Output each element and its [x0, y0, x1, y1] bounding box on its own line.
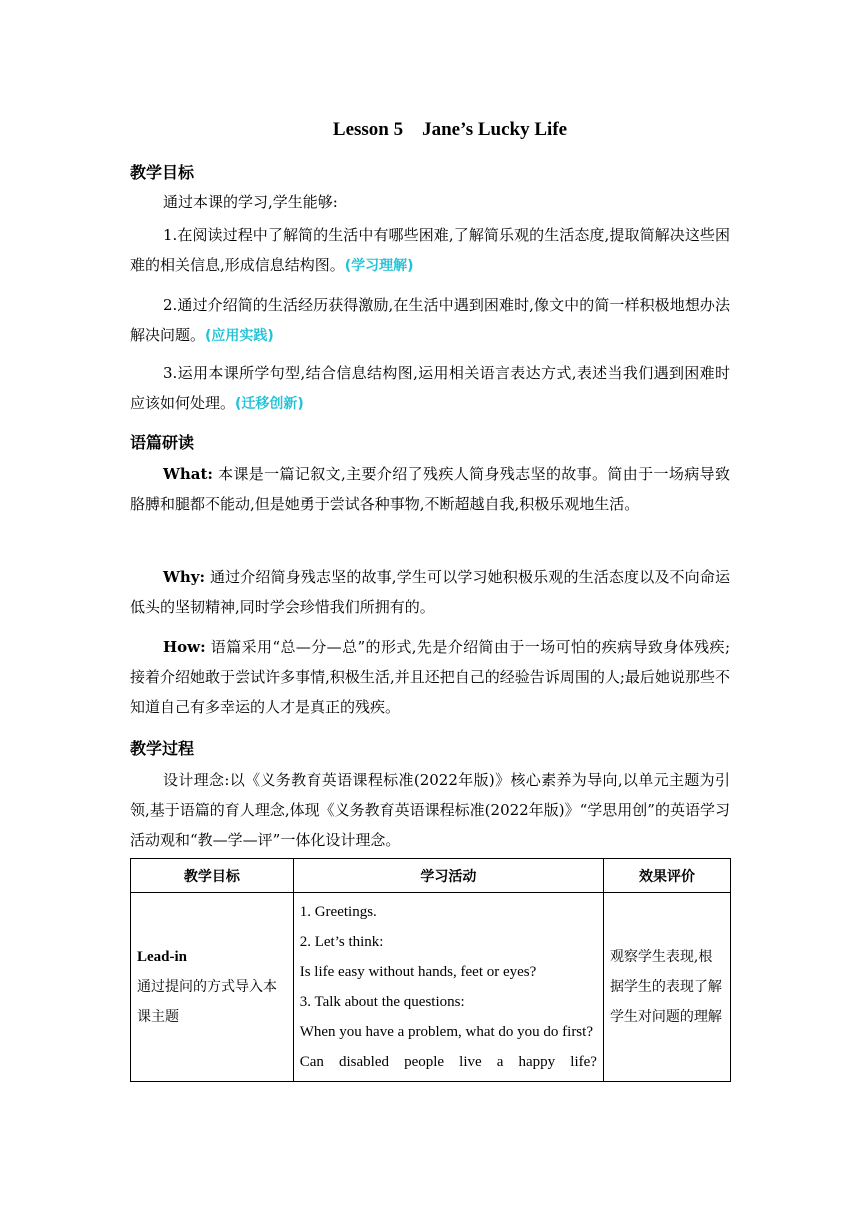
objective-tag: (学习理解) — [344, 258, 414, 274]
goal-title: Lead-in — [137, 949, 188, 965]
table-row — [131, 893, 731, 1082]
objective-tag: (应用实践) — [205, 328, 274, 344]
activity-line: Is life easy without hands, feet or eyes? — [299, 964, 537, 980]
activity-cell — [293, 893, 603, 1082]
objective-tag: (迁移创新) — [235, 396, 304, 412]
header-goal: 教学目标 — [131, 859, 294, 893]
why-label: Why: — [163, 568, 206, 586]
objective-text: 3.运用本课所学句型,结合信息结构图,运用相关语言表达方式,表述当我们遇到困难时应该如何处理。 — [130, 364, 730, 412]
design-concept: 设计理念:以《义务教育英语课程标准(2022年版)》核心素养为导向,以单元主题为引领,基于语篇的育人理念,体现《义务教育英语课程标准(2022年版)》“学思用创”的英语学习活动观和“教—学—评”一体化设计理念。 — [130, 771, 730, 849]
objective-item-1 — [130, 220, 730, 281]
objective-item-2 — [130, 290, 730, 351]
activity-line: 3. Talk about the questions: — [299, 994, 465, 1010]
activity-line: 2. Let’s think: — [299, 934, 384, 950]
process-heading: 教学过程 — [130, 739, 195, 758]
header-evaluation: 效果评价 — [603, 859, 730, 893]
goal-cell — [131, 893, 294, 1082]
objectives-intro: 通过本课的学习,学生能够: — [163, 193, 338, 211]
analysis-what — [130, 459, 730, 519]
analysis-why — [130, 562, 730, 622]
what-text: 本课是一篇记叙文,主要介绍了残疾人简身残志坚的故事。简由于一场病导致胳膊和腿都不能动,但是她勇于尝试各种事物,不断超越自我,积极乐观地生活。 — [130, 465, 730, 513]
analysis-how — [130, 632, 730, 722]
objective-text: 2.通过介绍简的生活经历获得激励,在生活中遇到困难时,像文中的简一样积极地想办法解决问题。 — [130, 296, 730, 344]
objective-text: 1.在阅读过程中了解简的生活中有哪些困难,了解简乐观的生活态度,提取简解决这些困难的相关信息,形成信息结构图。 — [130, 226, 730, 274]
lesson-plan-table — [130, 858, 731, 1082]
objectives-heading: 教学目标 — [130, 163, 195, 182]
how-text: 语篇采用“总—分—总”的形式,先是介绍简由于一场可怕的疾病导致身体残疾;接着介绍她敢于尝试许多事情,积极生活,并且还把自己的经验告诉周围的人;最后她说那些不知道自己有多幸运的人才是真正的残疾。 — [130, 638, 730, 716]
activity-line: 1. Greetings. — [299, 904, 377, 920]
how-label: How: — [163, 638, 206, 656]
objective-item-3 — [130, 358, 730, 419]
activity-line: Can disabled people live a happy life? — [299, 1054, 597, 1070]
table-header-row — [131, 859, 731, 893]
activity-line: When you have a problem, what do you do first? — [299, 1024, 593, 1040]
goal-text: 通过提问的方式导入本课主题 — [137, 979, 277, 1025]
header-activity: 学习活动 — [293, 859, 603, 893]
evaluation-cell: 观察学生表现,根据学生的表现了解学生对问题的理解 — [603, 893, 730, 1082]
lesson-title: Lesson 5 Jane’s Lucky Life — [332, 119, 568, 140]
what-label: What: — [163, 465, 213, 483]
analysis-heading: 语篇研读 — [130, 433, 195, 452]
why-text: 通过介绍简身残志坚的故事,学生可以学习她积极乐观的生活态度以及不向命运低头的坚韧精神,同时学会珍惜我们所拥有的。 — [130, 568, 730, 616]
